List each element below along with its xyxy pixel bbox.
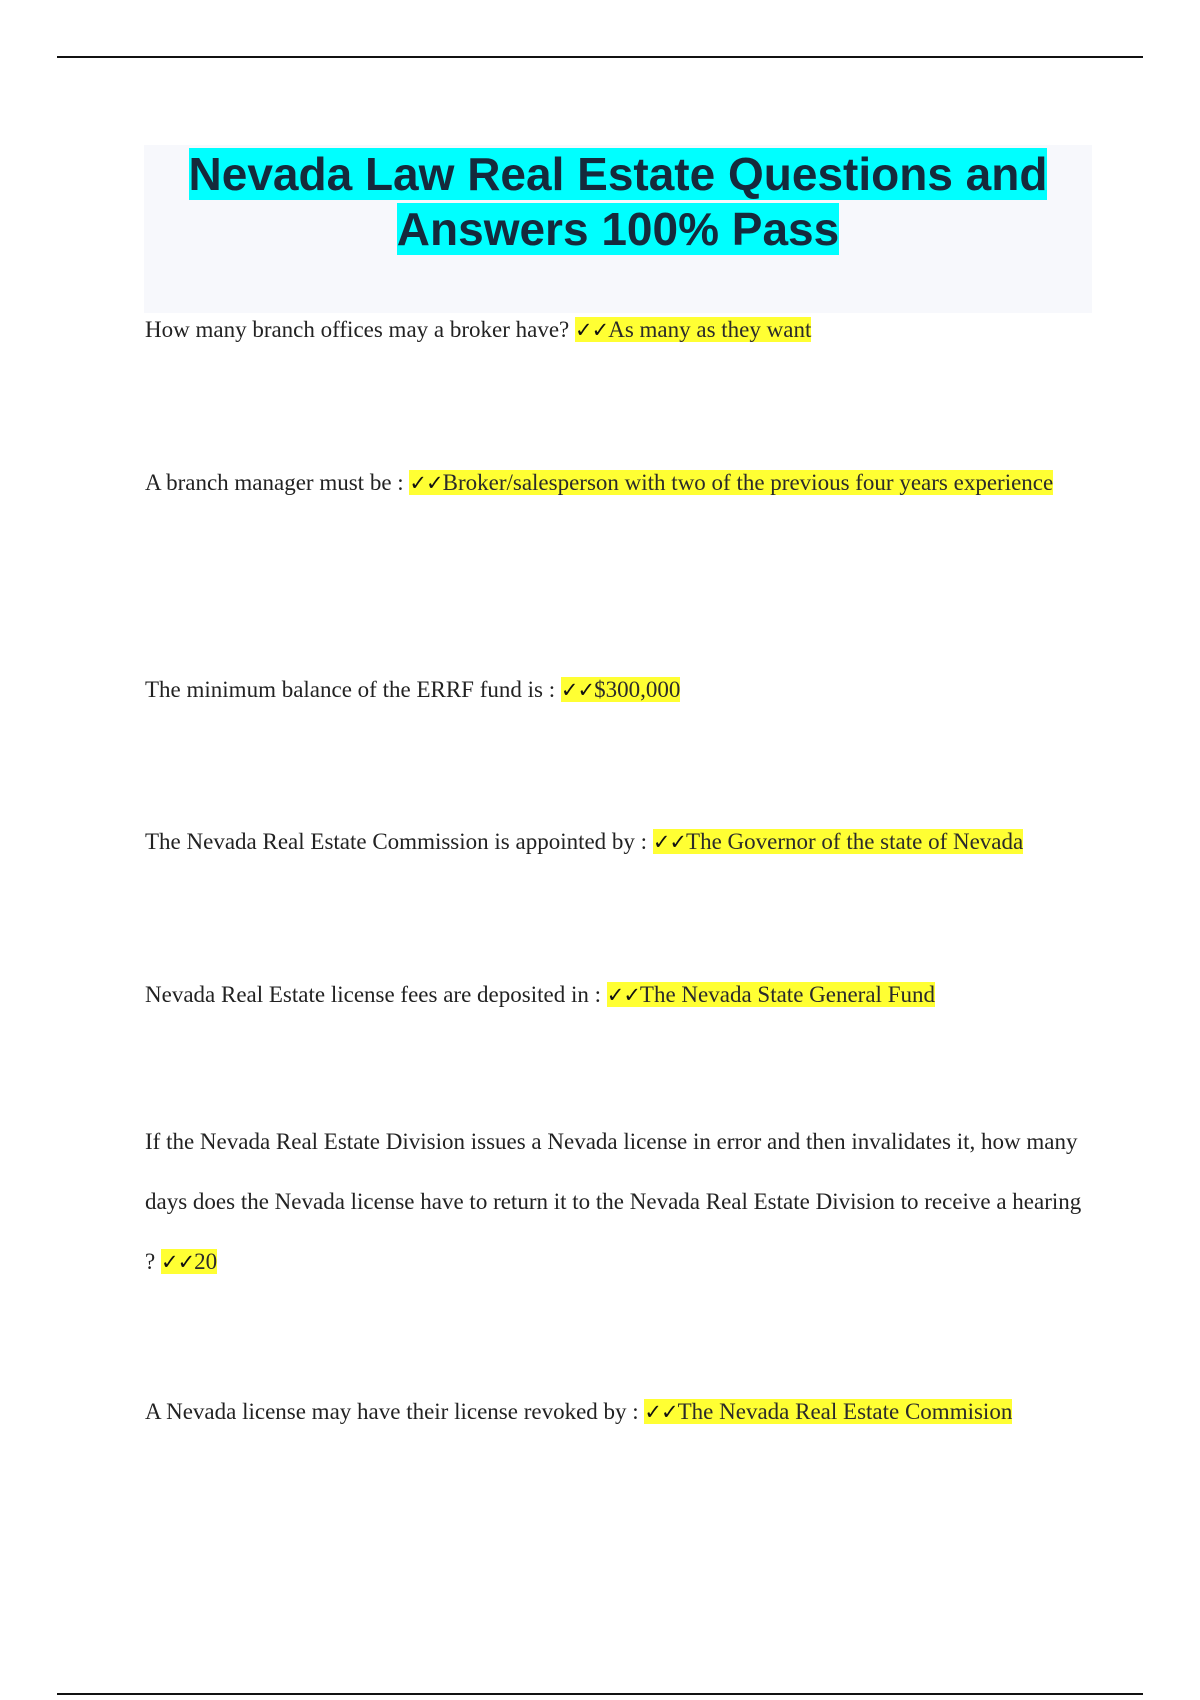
qa-item-2: [145, 453, 1095, 513]
answer-highlight: [561, 677, 680, 702]
question-text: How many branch offices may a broker have?: [145, 317, 570, 342]
answer-highlight: [644, 1399, 1012, 1424]
double-check-icon: ✓✓: [606, 983, 640, 1007]
qa-item-4: [145, 812, 1095, 872]
double-check-icon: ✓✓: [652, 830, 687, 854]
document-title: [144, 145, 1092, 257]
answer-text: As many as they want: [608, 317, 812, 342]
double-check-icon: ✓✓: [560, 678, 595, 702]
answer-text: Broker/salesperson with two of the previous four years experience: [442, 470, 1054, 495]
question-text: If the Nevada Real Estate Division issues a Nevada license in error and then invalidates it, how many days does the Nevada license have to return it to the Nevada Real Estate Division to receive a hearing ?: [145, 1129, 1082, 1274]
top-rule: [57, 56, 1143, 58]
answer-highlight: [161, 1249, 217, 1274]
answer-highlight: [607, 982, 935, 1007]
answer-text: The Governor of the state of Nevada: [686, 829, 1024, 854]
document-title-text: Nevada Law Real Estate Questions and Answers 100% Pass: [188, 148, 1048, 255]
question-text: A Nevada license may have their license revoked by :: [145, 1399, 639, 1424]
question-text: The Nevada Real Estate Commission is appointed by :: [145, 829, 648, 854]
answer-text: 20: [194, 1249, 218, 1274]
answer-highlight: [575, 317, 811, 342]
qa-item-1: [145, 300, 1095, 360]
title-block: [144, 145, 1092, 313]
qa-item-6: [145, 1112, 1095, 1292]
double-check-icon: ✓✓: [160, 1250, 195, 1274]
bottom-rule: [57, 1693, 1143, 1695]
qa-item-7: [145, 1382, 1095, 1442]
double-check-icon: ✓✓: [644, 1400, 678, 1424]
answer-text: $300,000: [594, 677, 681, 702]
question-text: A branch manager must be :: [145, 470, 404, 495]
qa-item-5: [145, 965, 1095, 1025]
answer-highlight: [409, 470, 1053, 495]
double-check-icon: ✓✓: [409, 471, 443, 495]
question-text: The minimum balance of the ERRF fund is :: [145, 677, 556, 702]
answer-text: The Nevada Real Estate Commision: [677, 1399, 1013, 1424]
question-text: Nevada Real Estate license fees are deposited in :: [145, 982, 601, 1007]
answer-highlight: [653, 829, 1023, 854]
answer-text: The Nevada State General Fund: [639, 982, 935, 1007]
qa-item-3: [145, 660, 1095, 720]
double-check-icon: ✓✓: [575, 318, 609, 342]
